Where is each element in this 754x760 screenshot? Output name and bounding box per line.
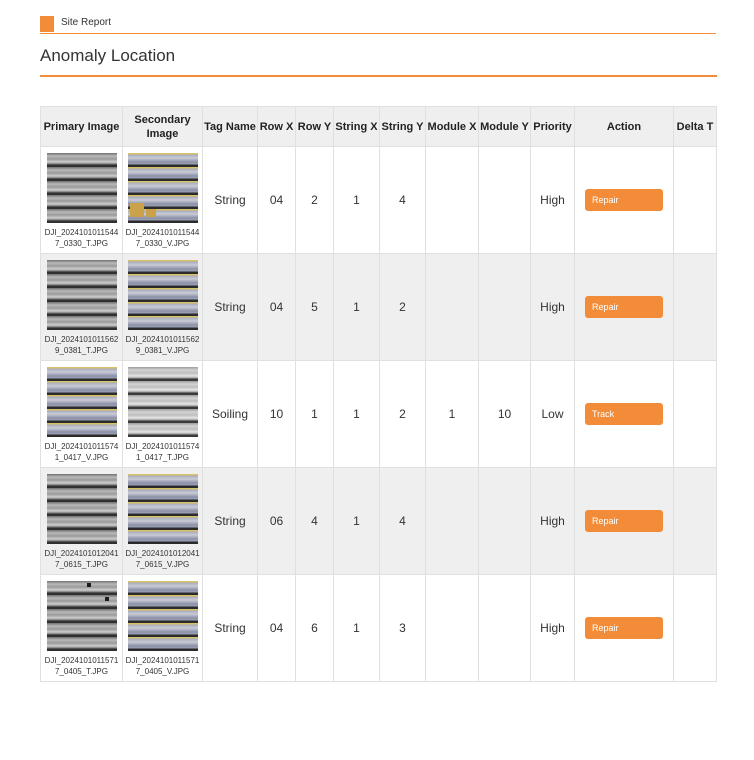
report-header-label: Site Report (61, 17, 112, 28)
primary-filename: DJI_20241010115717_0405_T.JPG (44, 655, 119, 676)
action-cell (575, 575, 674, 682)
primary-image-cell (41, 361, 123, 468)
tag-name-cell: String (203, 468, 258, 575)
action-cell (575, 254, 674, 361)
delta-t-cell (674, 575, 717, 682)
secondary-filename: DJI_20241010115717_0405_V.JPG (125, 655, 200, 676)
track-button[interactable]: Track (585, 403, 663, 425)
visual-thumbnail[interactable] (128, 474, 198, 544)
title-divider (40, 75, 717, 77)
repair-button[interactable]: Repair (585, 510, 663, 532)
brand-square-icon (40, 16, 54, 32)
tag-name-cell: Soiling (203, 361, 258, 468)
module-x-cell (426, 147, 479, 254)
visual-thumbnail[interactable] (128, 260, 198, 330)
secondary-image-cell (123, 147, 203, 254)
secondary-image-cell (123, 254, 203, 361)
priority-cell: High (531, 254, 575, 361)
row-y-cell: 5 (296, 254, 334, 361)
primary-image-cell (41, 147, 123, 254)
string-x-cell: 1 (334, 254, 380, 361)
table-row (41, 147, 717, 254)
priority-cell: High (531, 575, 575, 682)
secondary-filename: DJI_20241010120417_0615_V.JPG (125, 548, 200, 569)
page-title: Anomaly Location (40, 46, 176, 65)
col-string-x: String X (334, 107, 380, 147)
col-module-x: Module X (426, 107, 479, 147)
string-x-cell: 1 (334, 575, 380, 682)
secondary-image-cell (123, 361, 203, 468)
primary-filename: DJI_20241010120417_0615_T.JPG (44, 548, 119, 569)
thermal-thumbnail[interactable] (47, 153, 117, 223)
table-row (41, 361, 717, 468)
module-x-cell (426, 254, 479, 361)
primary-image-cell (41, 254, 123, 361)
row-y-cell: 2 (296, 147, 334, 254)
col-action: Action (575, 107, 674, 147)
action-cell (575, 361, 674, 468)
primary-filename: DJI_20241010115629_0381_T.JPG (44, 334, 119, 355)
action-cell (575, 468, 674, 575)
table-row (41, 575, 717, 682)
thermal-thumbnail[interactable] (47, 474, 117, 544)
row-y-cell: 1 (296, 361, 334, 468)
module-y-cell: 10 (479, 361, 531, 468)
string-y-cell: 4 (380, 147, 426, 254)
delta-t-cell (674, 147, 717, 254)
anomaly-table (40, 106, 717, 682)
module-x-cell (426, 575, 479, 682)
priority-cell: High (531, 468, 575, 575)
thermal-thumbnail[interactable] (47, 581, 117, 651)
repair-button[interactable]: Repair (585, 617, 663, 639)
visual-thumbnail[interactable] (128, 153, 198, 223)
string-y-cell: 2 (380, 254, 426, 361)
priority-cell: High (531, 147, 575, 254)
thermal-thumbnail[interactable] (128, 367, 198, 437)
secondary-image-cell (123, 575, 203, 682)
col-primary-image: Primary Image (41, 107, 123, 147)
string-x-cell: 1 (334, 147, 380, 254)
string-x-cell: 1 (334, 361, 380, 468)
row-y-cell: 4 (296, 468, 334, 575)
secondary-filename: DJI_20241010115629_0381_V.JPG (125, 334, 200, 355)
table-row (41, 468, 717, 575)
string-y-cell: 4 (380, 468, 426, 575)
col-module-y: Module Y (479, 107, 531, 147)
col-row-x: Row X (258, 107, 296, 147)
row-x-cell: 06 (258, 468, 296, 575)
row-x-cell: 04 (258, 147, 296, 254)
secondary-image-cell (123, 468, 203, 575)
priority-cell: Low (531, 361, 575, 468)
module-y-cell (479, 147, 531, 254)
row-x-cell: 10 (258, 361, 296, 468)
primary-filename: DJI_20241010115741_0417_V.JPG (44, 441, 119, 462)
col-string-y: String Y (380, 107, 426, 147)
secondary-filename: DJI_20241010115447_0330_V.JPG (125, 227, 200, 248)
action-cell (575, 147, 674, 254)
repair-button[interactable]: Repair (585, 189, 663, 211)
primary-filename: DJI_20241010115447_0330_T.JPG (44, 227, 119, 248)
tag-name-cell: String (203, 254, 258, 361)
col-secondary-image: Secondary Image (123, 107, 203, 147)
col-priority: Priority (531, 107, 575, 147)
module-x-cell (426, 468, 479, 575)
col-tag-name: Tag Name (203, 107, 258, 147)
report-header (40, 16, 716, 34)
secondary-filename: DJI_20241010115741_0417_T.JPG (125, 441, 200, 462)
tag-name-cell: String (203, 575, 258, 682)
primary-image-cell (41, 468, 123, 575)
module-y-cell (479, 254, 531, 361)
table-header-row (41, 107, 717, 147)
tag-name-cell: String (203, 147, 258, 254)
row-y-cell: 6 (296, 575, 334, 682)
delta-t-cell (674, 254, 717, 361)
module-x-cell: 1 (426, 361, 479, 468)
table-row (41, 254, 717, 361)
visual-thumbnail[interactable] (47, 367, 117, 437)
visual-thumbnail[interactable] (128, 581, 198, 651)
col-delta-t: Delta T (674, 107, 717, 147)
string-x-cell: 1 (334, 468, 380, 575)
string-y-cell: 2 (380, 361, 426, 468)
col-row-y: Row Y (296, 107, 334, 147)
delta-t-cell (674, 361, 717, 468)
primary-image-cell (41, 575, 123, 682)
delta-t-cell (674, 468, 717, 575)
repair-button[interactable]: Repair (585, 296, 663, 318)
row-x-cell: 04 (258, 575, 296, 682)
string-y-cell: 3 (380, 575, 426, 682)
thermal-thumbnail[interactable] (47, 260, 117, 330)
row-x-cell: 04 (258, 254, 296, 361)
module-y-cell (479, 468, 531, 575)
module-y-cell (479, 575, 531, 682)
